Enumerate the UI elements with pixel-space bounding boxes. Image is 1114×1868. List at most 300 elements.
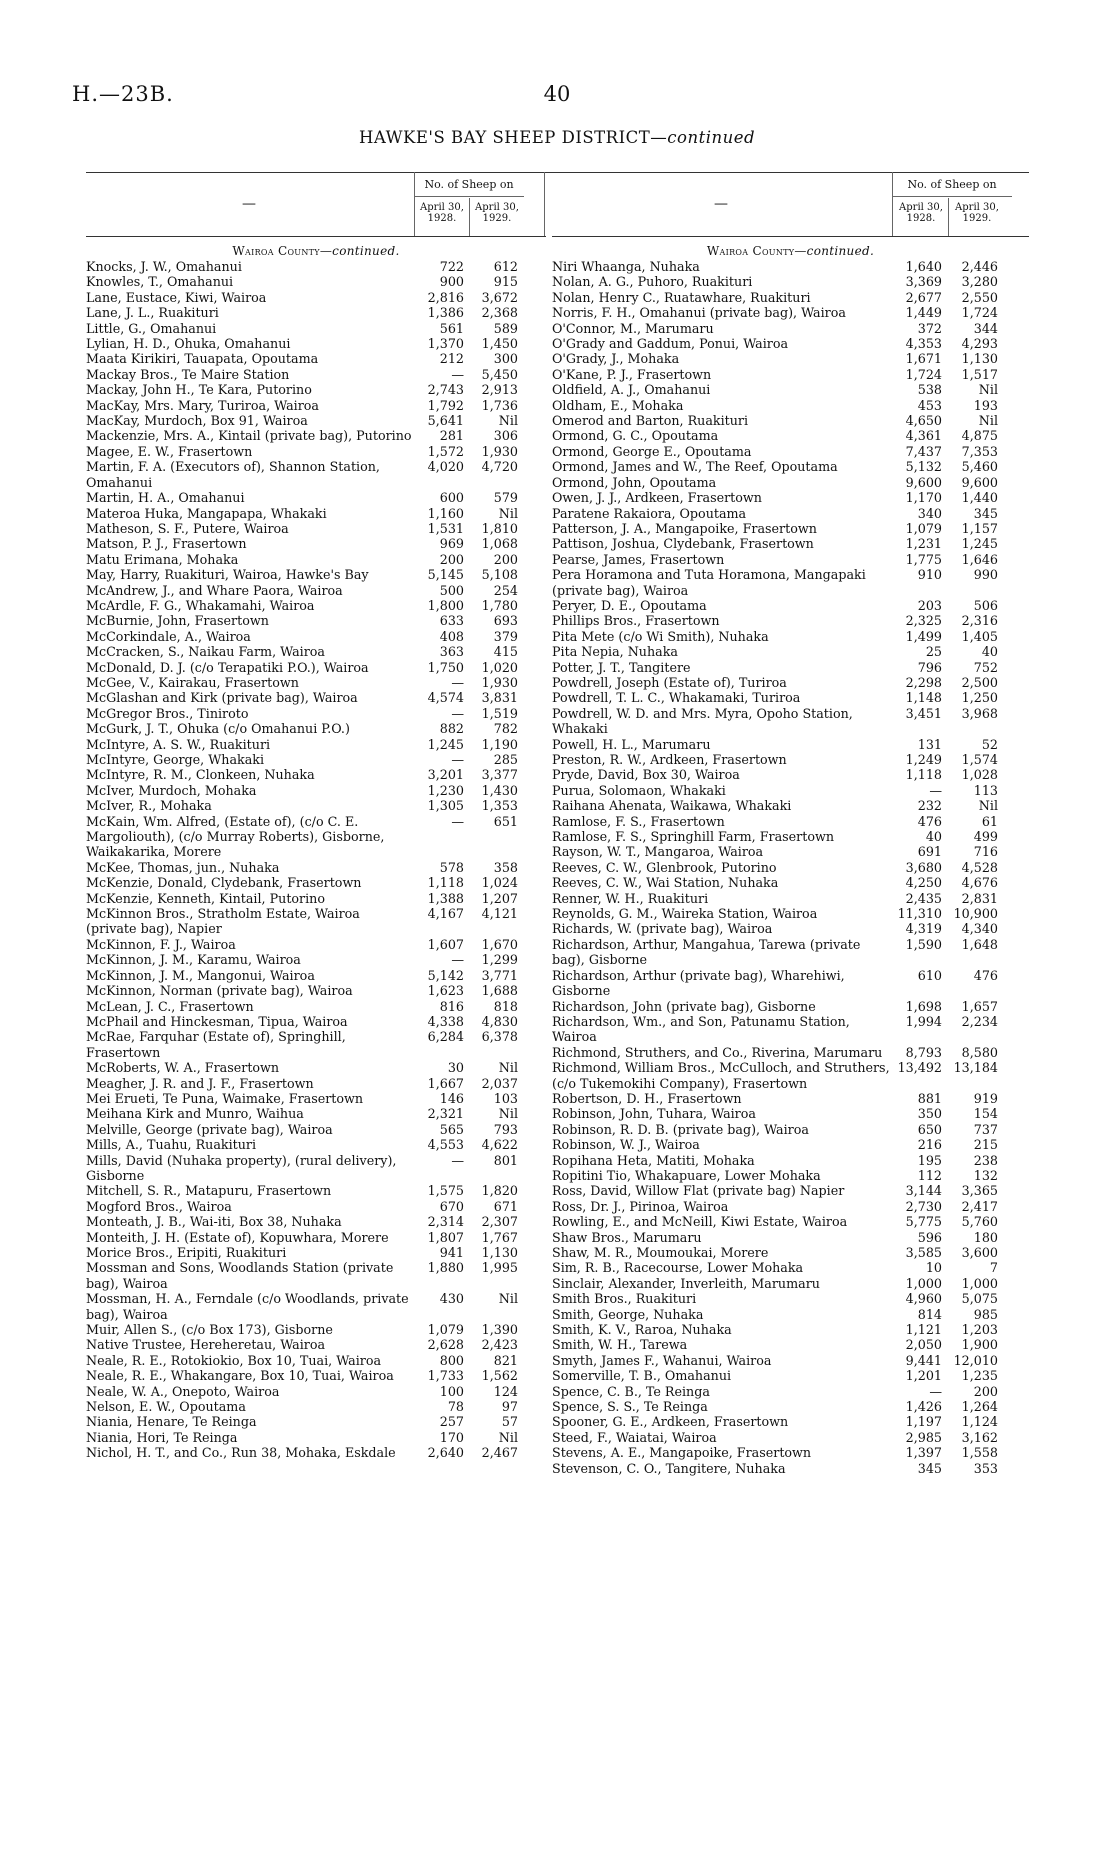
- table-row: [552, 490, 1029, 505]
- owner-name-address: McKain, Wm. Alfred, (Estate of), (c/o C. E. Margoliouth), (c/o Murray Roberts), Gisborne, Waikakarika, Morere: [86, 813, 385, 860]
- sheep-1928: 941: [439, 1245, 464, 1260]
- owner-name-address: Smith, W. H., Tarewa: [552, 1337, 688, 1353]
- owner-name-address: Owen, J. J., Ardkeen, Frasertown: [552, 490, 762, 506]
- sheep-on-label: No. of Sheep on: [907, 178, 997, 191]
- sheep-1929: 1,157: [961, 520, 998, 536]
- table-row: [86, 552, 546, 567]
- sheep-1928: —: [451, 674, 464, 690]
- owner-name-address: Spence, C. B., Te Reinga: [552, 1383, 710, 1399]
- sheep-1928: 2,640: [427, 1445, 464, 1461]
- owner-name-address: Powell, H. L., Marumaru: [552, 736, 711, 752]
- table-row: [86, 506, 546, 521]
- owner-name-address: McIntyre, R. M., Clonkeen, Nuhaka: [86, 767, 315, 783]
- owner-name-address: Little, G., Omahanui: [86, 320, 217, 336]
- sheep-1929: 3,600: [961, 1245, 998, 1260]
- sheep-1929: 345: [973, 505, 998, 521]
- table-row: [552, 336, 1029, 351]
- table-row: [552, 675, 1029, 690]
- sheep-1928: —: [451, 752, 464, 767]
- table-row: [86, 675, 546, 690]
- owner-name-address: Mei Erueti, Te Puna, Waimake, Frasertown: [86, 1090, 364, 1106]
- sheep-1929: 8,580: [961, 1044, 998, 1060]
- owner-name-address: Martin, H. A., Omahanui: [86, 490, 245, 506]
- sheep-1928: 900: [439, 274, 464, 290]
- page-title: [0, 128, 1114, 147]
- sheep-1928: 1,148: [905, 690, 942, 706]
- table-row: [552, 737, 1029, 752]
- sheep-1929: 589: [493, 320, 518, 336]
- sheep-1929: 1,670: [481, 936, 518, 952]
- owner-name-address: Reynolds, G. M., Waireka Station, Wairoa: [552, 906, 818, 922]
- owner-name-address: Mackay Bros., Te Maire Station: [86, 366, 290, 382]
- sheep-1929: 3,968: [961, 705, 998, 721]
- subheading-county: Wairoa County: [706, 244, 795, 258]
- owner-name-address: MacKay, Murdoch, Box 91, Wairoa: [86, 413, 308, 429]
- sheep-1928: 1,118: [427, 875, 464, 891]
- owner-name-address: McCorkindale, A., Wairoa: [86, 628, 251, 644]
- sheep-1929: 476: [973, 967, 998, 983]
- sheep-1928: 2,321: [427, 1106, 464, 1122]
- table-row: [86, 875, 546, 890]
- table-row: [86, 336, 546, 351]
- table-row: [86, 1322, 546, 1337]
- sheep-1928: 216: [917, 1137, 942, 1153]
- owner-name-address: Ropitini Tio, Whakapuare, Lower Mohaka: [552, 1167, 821, 1183]
- owner-name-address: Omerod and Barton, Ruakituri: [552, 413, 749, 429]
- owner-name-address: O'Grady, J., Mohaka: [552, 351, 680, 367]
- owner-name-address: Monteith, J. H. (Estate of), Kopuwhara, Morere: [86, 1229, 389, 1245]
- sheep-1928: 350: [917, 1106, 942, 1122]
- sheep-1929: 379: [493, 628, 518, 644]
- sheep-1929: 2,831: [961, 890, 998, 906]
- sheep-1929: 7: [989, 1260, 998, 1276]
- table-row: [552, 1106, 1029, 1121]
- sheep-1928: 2,325: [905, 613, 942, 629]
- sheep-1928: 816: [439, 998, 464, 1014]
- owner-name-address: Ormond, G. C., Opoutama: [552, 428, 719, 444]
- table-row: [552, 1199, 1029, 1214]
- sheep-1929: 1,648: [961, 936, 998, 952]
- table-row: [86, 1014, 546, 1029]
- sheep-1928: 881: [917, 1090, 942, 1106]
- table-row: [86, 305, 546, 320]
- table-row: [552, 1399, 1029, 1414]
- sheep-1929: 57: [501, 1414, 518, 1430]
- table-row: [552, 752, 1029, 767]
- table-row: [86, 937, 546, 952]
- sheep-1928: 146: [439, 1090, 464, 1106]
- owner-name-address: McGee, V., Kairakau, Frasertown: [86, 674, 299, 690]
- sheep-1929: 1,024: [481, 875, 518, 891]
- sheep-1928: 670: [439, 1198, 464, 1214]
- table-row: [86, 706, 546, 721]
- owner-name-address: Robertson, D. H., Frasertown: [552, 1090, 742, 1106]
- sheep-1928: 565: [439, 1121, 464, 1137]
- table-row: [552, 1353, 1029, 1368]
- sheep-1929: 1,724: [961, 305, 998, 321]
- table-row: [552, 506, 1029, 521]
- sheep-1929: 1,124: [961, 1414, 998, 1430]
- table-row: [552, 1153, 1029, 1168]
- owner-name-address: Preston, R. W., Ardkeen, Frasertown: [552, 752, 787, 767]
- owner-name-address: Richmond, William Bros., McCulloch, and Struthers, (c/o Tukemokihi Company), Frasertown: [552, 1060, 890, 1091]
- table-row: [552, 906, 1029, 921]
- table-row: [552, 937, 1029, 968]
- table-row: [552, 783, 1029, 798]
- table-row: [86, 1445, 546, 1460]
- table-row: [552, 1322, 1029, 1337]
- owner-name-address: Mogford Bros., Wairoa: [86, 1198, 232, 1214]
- sheep-1929: 2,417: [961, 1198, 998, 1214]
- sheep-1929: Nil: [978, 413, 998, 429]
- owner-name-address: Knowles, T., Omahanui: [86, 274, 234, 290]
- sheep-1928: 257: [439, 1414, 464, 1430]
- sheep-1929: 5,760: [961, 1214, 998, 1230]
- table-row: [552, 767, 1029, 782]
- sheep-1929: 3,280: [961, 274, 998, 290]
- sheep-1928: 1,118: [905, 767, 942, 783]
- table-row: [552, 444, 1029, 459]
- owner-name-address: Nelson, E. W., Opoutama: [86, 1399, 246, 1415]
- table-row: [552, 475, 1029, 490]
- sheep-1928: 11,310: [897, 906, 942, 922]
- sheep-1929: 3,162: [961, 1429, 998, 1445]
- table-row: [86, 752, 546, 767]
- sheep-1929: 1,767: [481, 1229, 518, 1245]
- sheep-1929: 1,130: [961, 351, 998, 367]
- sheep-1928: 2,743: [427, 382, 464, 398]
- column-divider: [544, 172, 545, 236]
- sheep-1928: —: [451, 1152, 464, 1168]
- sheep-1929: 1,207: [481, 890, 518, 906]
- table-row: [86, 860, 546, 875]
- sheep-1928: 453: [917, 397, 942, 413]
- table-row: [86, 1368, 546, 1383]
- sheep-1929: 1,780: [481, 597, 518, 613]
- owner-name-address: Pryde, David, Box 30, Wairoa: [552, 767, 740, 783]
- sheep-1928: 372: [917, 320, 942, 336]
- sheep-1929: 97: [501, 1399, 518, 1415]
- table-row: [86, 1245, 546, 1260]
- left-table-body: [86, 259, 546, 1461]
- year-1929-label: [470, 202, 524, 224]
- table-row: [86, 798, 546, 813]
- table-row: [552, 829, 1029, 844]
- sheep-1929: 1,930: [481, 674, 518, 690]
- owner-name-address: Meihana Kirk and Munro, Waihua: [86, 1106, 304, 1122]
- sheep-1929: Nil: [978, 798, 998, 814]
- sheep-1928: 1,698: [905, 998, 942, 1014]
- sheep-1929: 5,075: [961, 1291, 998, 1307]
- table-row: [86, 459, 546, 490]
- sheep-1929: 300: [493, 351, 518, 367]
- owner-name-address: McKinnon, Norman (private bag), Wairoa: [86, 983, 353, 999]
- sheep-1928: 8,793: [905, 1044, 942, 1060]
- table-row: [86, 382, 546, 397]
- table-row: [86, 660, 546, 675]
- year-1929-line1: April 30,: [475, 202, 519, 213]
- sheep-1929: 1,190: [481, 736, 518, 752]
- sheep-1929: 13,184: [953, 1060, 998, 1076]
- sheep-1929: 4,340: [961, 921, 998, 937]
- table-row: [552, 382, 1029, 397]
- year-1928-line1: April 30,: [899, 202, 943, 213]
- sheep-1928: 3,369: [905, 274, 942, 290]
- sheep-1929: 4,720: [481, 459, 518, 475]
- table-row: [552, 1461, 1029, 1476]
- owner-name-address: Rayson, W. T., Mangaroa, Wairoa: [552, 844, 764, 860]
- table-row: [86, 1291, 546, 1322]
- owner-name-address: Niania, Henare, Te Reinga: [86, 1414, 257, 1430]
- owner-name-address: Monteath, J. B., Wai-iti, Box 38, Nuhaka: [86, 1214, 342, 1230]
- subheading-suffix: —continued.: [319, 244, 400, 258]
- sheep-1929: 716: [973, 844, 998, 860]
- table-row: [86, 968, 546, 983]
- owner-name-address: McArdle, F. G., Whakamahi, Wairoa: [86, 597, 315, 613]
- owner-name-address: Mackay, John H., Te Kara, Putorino: [86, 382, 312, 398]
- sheep-1929: 40: [981, 644, 998, 660]
- sheep-1928: —: [451, 952, 464, 968]
- table-row: [552, 1384, 1029, 1399]
- sheep-1929: 124: [493, 1383, 518, 1399]
- sheep-1929: 782: [493, 721, 518, 737]
- sheep-1929: 1,736: [481, 397, 518, 413]
- table-row: [86, 814, 546, 860]
- table-row: [552, 706, 1029, 737]
- sheep-1929: Nil: [498, 505, 518, 521]
- sheep-1928: 1,305: [427, 798, 464, 814]
- table-row: [86, 367, 546, 382]
- owner-name-address: McKinnon, J. M., Karamu, Wairoa: [86, 952, 301, 968]
- sheep-1928: 600: [439, 490, 464, 506]
- sheep-1929: 113: [973, 782, 998, 798]
- table-row: [86, 1260, 546, 1291]
- owner-name-address: Matheson, S. F., Putere, Wairoa: [86, 520, 289, 536]
- owner-name-address: McLean, J. C., Frasertown: [86, 998, 254, 1014]
- table-row: [552, 921, 1029, 936]
- table-row: [552, 644, 1029, 659]
- sheep-1929: 1,995: [481, 1260, 518, 1276]
- table-row: [86, 1106, 546, 1121]
- table-row: [552, 1368, 1029, 1383]
- table-row: [552, 690, 1029, 705]
- sheep-1929: 4,293: [961, 336, 998, 352]
- sheep-1928: 1,197: [905, 1414, 942, 1430]
- sheep-1928: 1,170: [905, 490, 942, 506]
- sheep-1928: 25: [925, 644, 942, 660]
- sheep-1929: 4,528: [961, 859, 998, 875]
- table-row: [86, 999, 546, 1014]
- sheep-1929: 1,235: [961, 1368, 998, 1384]
- owner-name-address: Spooner, G. E., Ardkeen, Frasertown: [552, 1414, 789, 1430]
- table-row: [552, 290, 1029, 305]
- sheep-1928: 1,160: [427, 505, 464, 521]
- sheep-1928: 1,575: [427, 1183, 464, 1199]
- sheep-1929: 821: [493, 1352, 518, 1368]
- sheep-1928: 345: [917, 1460, 942, 1476]
- sheep-1928: 6,284: [427, 1029, 464, 1045]
- sheep-1929: 3,377: [481, 767, 518, 783]
- sheep-1929: 985: [973, 1306, 998, 1322]
- sheep-1928: 3,451: [905, 705, 942, 721]
- sheep-1928: 1,994: [905, 1013, 942, 1029]
- sheep-1929: 1,130: [481, 1245, 518, 1260]
- owner-name-address: O'Connor, M., Marumaru: [552, 320, 714, 336]
- name-column-dash: —: [242, 196, 256, 212]
- sheep-1928: 722: [439, 259, 464, 274]
- sheep-1929: 1,562: [481, 1368, 518, 1384]
- sheep-1928: 1,079: [905, 520, 942, 536]
- owner-name-address: Materoa Huka, Mangapapa, Whakaki: [86, 505, 327, 521]
- sheep-1928: 4,960: [905, 1291, 942, 1307]
- sheep-1929: 1,000: [961, 1275, 998, 1291]
- sheep-1929: 5,460: [961, 459, 998, 475]
- sheep-1929: 154: [973, 1106, 998, 1122]
- owner-name-address: Shaw Bros., Marumaru: [552, 1229, 702, 1245]
- sheep-1929: 818: [493, 998, 518, 1014]
- sheep-1928: 4,319: [905, 921, 942, 937]
- table-row: [86, 1337, 546, 1352]
- sheep-1928: 1,231: [905, 536, 942, 552]
- sheep-1929: 358: [493, 859, 518, 875]
- owner-name-address: Potter, J. T., Tangitere: [552, 659, 691, 675]
- sheep-1928: 1,499: [905, 628, 942, 644]
- sheep-1928: 5,775: [905, 1214, 942, 1230]
- sheep-1928: 2,314: [427, 1214, 464, 1230]
- owner-name-address: McKenzie, Kenneth, Kintail, Putorino: [86, 890, 325, 906]
- table-row: [86, 1029, 546, 1060]
- sheep-1928: 1,201: [905, 1368, 942, 1384]
- sheep-1929: 193: [973, 397, 998, 413]
- sheep-1929: 612: [493, 259, 518, 274]
- owner-name-address: Sim, R. B., Racecourse, Lower Mohaka: [552, 1260, 804, 1276]
- sheep-1929: 1,900: [961, 1337, 998, 1353]
- sheep-1929: Nil: [498, 1291, 518, 1307]
- table-row: [86, 1399, 546, 1414]
- owner-name-address: McIntyre, George, Whakaki: [86, 752, 265, 767]
- sheep-1929: 215: [973, 1137, 998, 1153]
- table-row: [552, 305, 1029, 320]
- sheep-1928: 30: [447, 1060, 464, 1076]
- table-row: [86, 1076, 546, 1091]
- sheep-1928: 882: [439, 721, 464, 737]
- sheep-1928: 3,201: [427, 767, 464, 783]
- table-row: [552, 1337, 1029, 1352]
- table-row: [86, 1122, 546, 1137]
- sheep-1929: 919: [973, 1090, 998, 1106]
- document-reference: H.—23B.: [72, 82, 174, 106]
- table-row: [552, 1445, 1029, 1460]
- sheep-1929: 2,467: [481, 1445, 518, 1461]
- owner-name-address: Nolan, A. G., Puhoro, Ruakituri: [552, 274, 753, 290]
- sheep-1928: 2,730: [905, 1198, 942, 1214]
- owner-name-address: Stevens, A. E., Mangapoike, Frasertown: [552, 1445, 812, 1461]
- sheep-1928: 1,590: [905, 936, 942, 952]
- sheep-1929: 5,450: [481, 366, 518, 382]
- sheep-1929: 2,423: [481, 1337, 518, 1353]
- sheep-1928: 4,167: [427, 906, 464, 922]
- sheep-1928: 4,574: [427, 690, 464, 706]
- table-row: [552, 1014, 1029, 1045]
- owner-name-address: McKenzie, Donald, Clydebank, Frasertown: [86, 875, 362, 891]
- sheep-1928: 112: [917, 1167, 942, 1183]
- sheep-1929: 1,574: [961, 752, 998, 767]
- sheep-1929: 285: [493, 752, 518, 767]
- owner-name-address: McIver, R., Mohaka: [86, 798, 212, 814]
- sheep-1929: 1,820: [481, 1183, 518, 1199]
- table-row: [552, 1291, 1029, 1306]
- sheep-1928: 1,386: [427, 305, 464, 321]
- sheep-1929: 238: [973, 1152, 998, 1168]
- owner-name-address: Steed, F., Waiatai, Wairoa: [552, 1429, 717, 1445]
- year-1928-line1: April 30,: [420, 202, 464, 213]
- year-1928-label: [416, 202, 468, 224]
- owner-name-address: McKinnon, F. J., Wairoa: [86, 936, 236, 952]
- table-row: [86, 690, 546, 705]
- sheep-1928: 3,144: [905, 1183, 942, 1199]
- sheep-1929: 3,771: [481, 967, 518, 983]
- sheep-1928: 4,553: [427, 1137, 464, 1153]
- owner-name-address: Ormond, George E., Opoutama: [552, 443, 752, 459]
- sheep-1928: 100: [439, 1383, 464, 1399]
- sheep-1929: 3,831: [481, 690, 518, 706]
- sheep-1929: 4,622: [481, 1137, 518, 1153]
- sheep-1929: 2,446: [961, 259, 998, 274]
- sheep-1928: 1,531: [427, 520, 464, 536]
- sheep-1928: 340: [917, 505, 942, 521]
- sheep-1928: 1,121: [905, 1322, 942, 1338]
- owner-name-address: Oldham, E., Mohaka: [552, 397, 684, 413]
- sheep-1929: 2,368: [481, 305, 518, 321]
- sheep-1928: 1,388: [427, 890, 464, 906]
- table-row: [86, 1384, 546, 1399]
- sheep-1929: 1,450: [481, 336, 518, 352]
- sheep-1928: 796: [917, 659, 942, 675]
- owner-name-address: Richmond, Struthers, and Co., Riverina, Marumaru: [552, 1044, 883, 1060]
- owner-name-address: Pita Nepia, Nuhaka: [552, 644, 678, 660]
- sheep-1929: 1,646: [961, 551, 998, 567]
- sheep-1928: 561: [439, 320, 464, 336]
- sheep-1928: 3,680: [905, 859, 942, 875]
- sheep-1929: 737: [973, 1121, 998, 1137]
- owner-name-address: Pera Horamona and Tuta Horamona, Mangapaki (private bag), Wairoa: [552, 567, 866, 598]
- table-row: [86, 891, 546, 906]
- sheep-1928: 476: [917, 813, 942, 829]
- sheep-1928: —: [451, 813, 464, 829]
- sheep-1928: 363: [439, 644, 464, 660]
- sheep-on-label: No. of Sheep on: [424, 178, 514, 191]
- sheep-1928: 10: [925, 1260, 942, 1276]
- owner-name-address: Mills, David (Nuhaka property), (rural delivery), Gisborne: [86, 1152, 397, 1183]
- sheep-1928: 500: [439, 582, 464, 598]
- year-1928-line2: 1928.: [906, 213, 936, 224]
- owner-name-address: Stevenson, C. O., Tangitere, Nuhaka: [552, 1460, 786, 1476]
- sheep-1929: 1,203: [961, 1322, 998, 1338]
- header-subrule: [414, 196, 524, 197]
- sheep-1929: 2,307: [481, 1214, 518, 1230]
- owner-name-address: Rowling, E., and McNeill, Kiwi Estate, Wairoa: [552, 1214, 848, 1230]
- sheep-1929: 1,245: [961, 536, 998, 552]
- table-row: [86, 1183, 546, 1198]
- sheep-1929: 990: [973, 567, 998, 583]
- table-row: [552, 844, 1029, 859]
- year-1929-label: [949, 202, 1005, 224]
- table-row: [86, 351, 546, 366]
- sheep-1929: 579: [493, 490, 518, 506]
- owner-name-address: Smith Bros., Ruakituri: [552, 1291, 697, 1307]
- owner-name-address: Matu Erimana, Mohaka: [86, 551, 239, 567]
- sheep-1928: 170: [439, 1429, 464, 1445]
